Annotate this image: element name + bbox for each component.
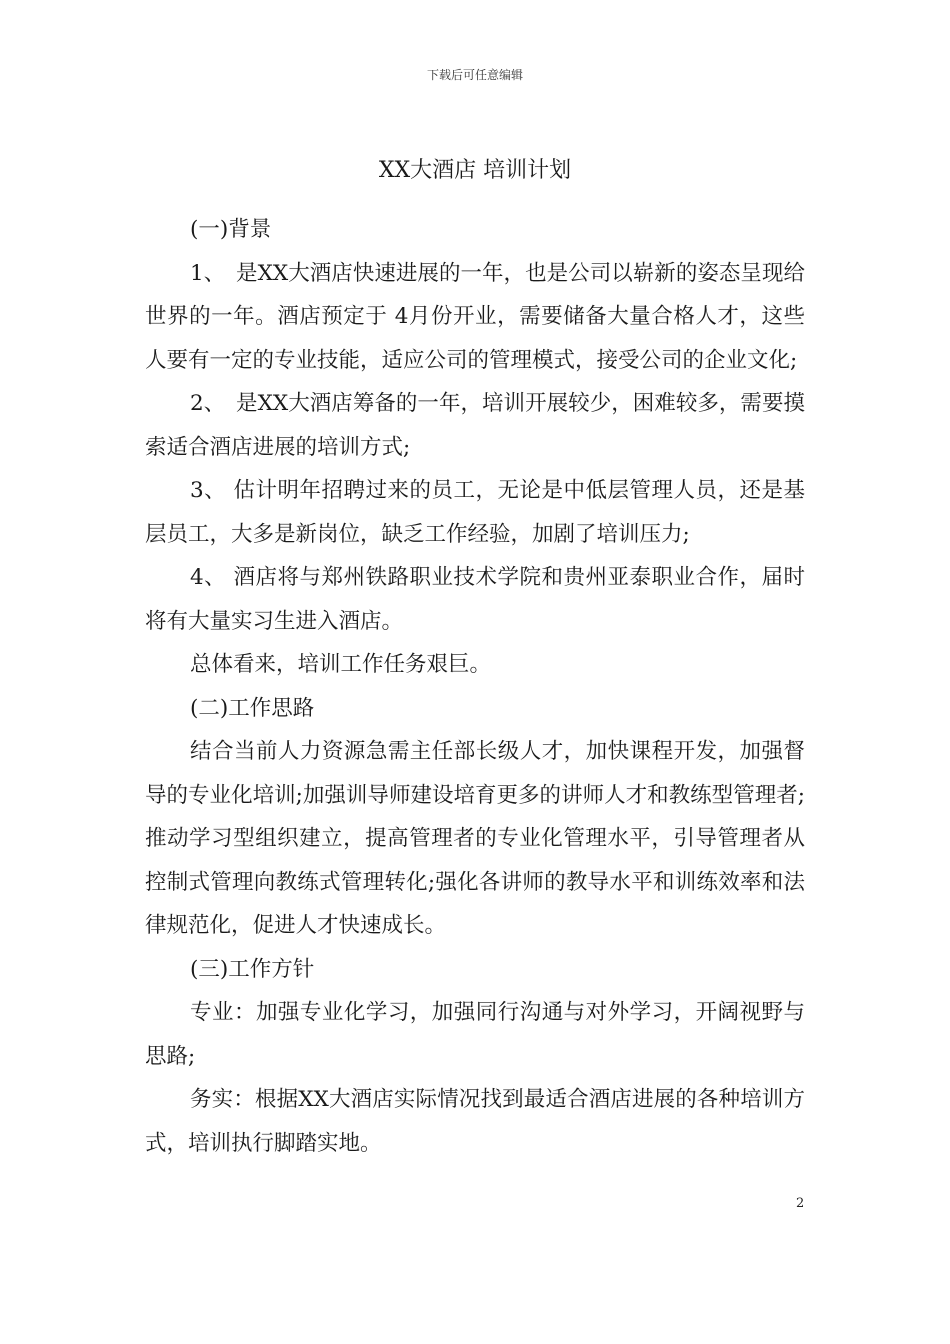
paragraph-summary: 总体看来，培训工作任务艰巨。 bbox=[190, 652, 492, 677]
paragraph-item-2: 2、 是XX大酒店筹备的一年，培训开展较少，困难较多，需要摸索适合酒店进展的培训方式; bbox=[145, 391, 805, 460]
section-heading-background: (一)背景 bbox=[190, 217, 272, 242]
paragraph-policy-professional: 专业：加强专业化学习，加强同行沟通与对外学习，开阔视野与思路; bbox=[145, 1000, 805, 1069]
paragraph-item-1: 1、 是XX大酒店快速进展的一年，也是公司以崭新的姿态呈现给世界的一年。酒店预定于 4月份开业，需要储备大量合格人才，这些人要有一定的专业技能，适应公司的管理模式，接受公司的企业文化; bbox=[145, 260, 805, 373]
section-heading-policy: (三)工作方针 bbox=[190, 956, 315, 982]
page-number: 2 bbox=[796, 1196, 805, 1211]
document-title: XX大酒店 培训计划 bbox=[378, 158, 572, 183]
paragraph-item-4: 4、 酒店将与郑州铁路职业技术学院和贵州亚泰职业合作，届时将有大量实习生进入酒店。 bbox=[145, 565, 805, 634]
paragraph-policy-practical: 务实：根据XX大酒店实际情况找到最适合酒店进展的各种培训方式，培训执行脚踏实地。 bbox=[145, 1087, 805, 1156]
paragraph-item-3: 3、 估计明年招聘过来的员工，无论是中低层管理人员，还是基层员工，大多是新岗位，缺乏工作经验，加剧了培训压力; bbox=[145, 478, 805, 547]
header-note: 下载后可任意编辑 bbox=[426, 68, 523, 82]
paragraph-approach: 结合当前人力资源急需主任部长级人才，加快课程开发，加强督导的专业化培训;加强训导师建设培育更多的讲师人才和教练型管理者;推动学习型组织建立，提高管理者的专业化管理水平，引导管理者从控制式管理向教练式管理转化;强化各讲师的教导水平和训练效率和法律规范化，促进人才快速成长。 bbox=[145, 739, 805, 938]
section-heading-approach: (二)工作思路 bbox=[190, 695, 315, 721]
document-body bbox=[145, 208, 805, 1165]
